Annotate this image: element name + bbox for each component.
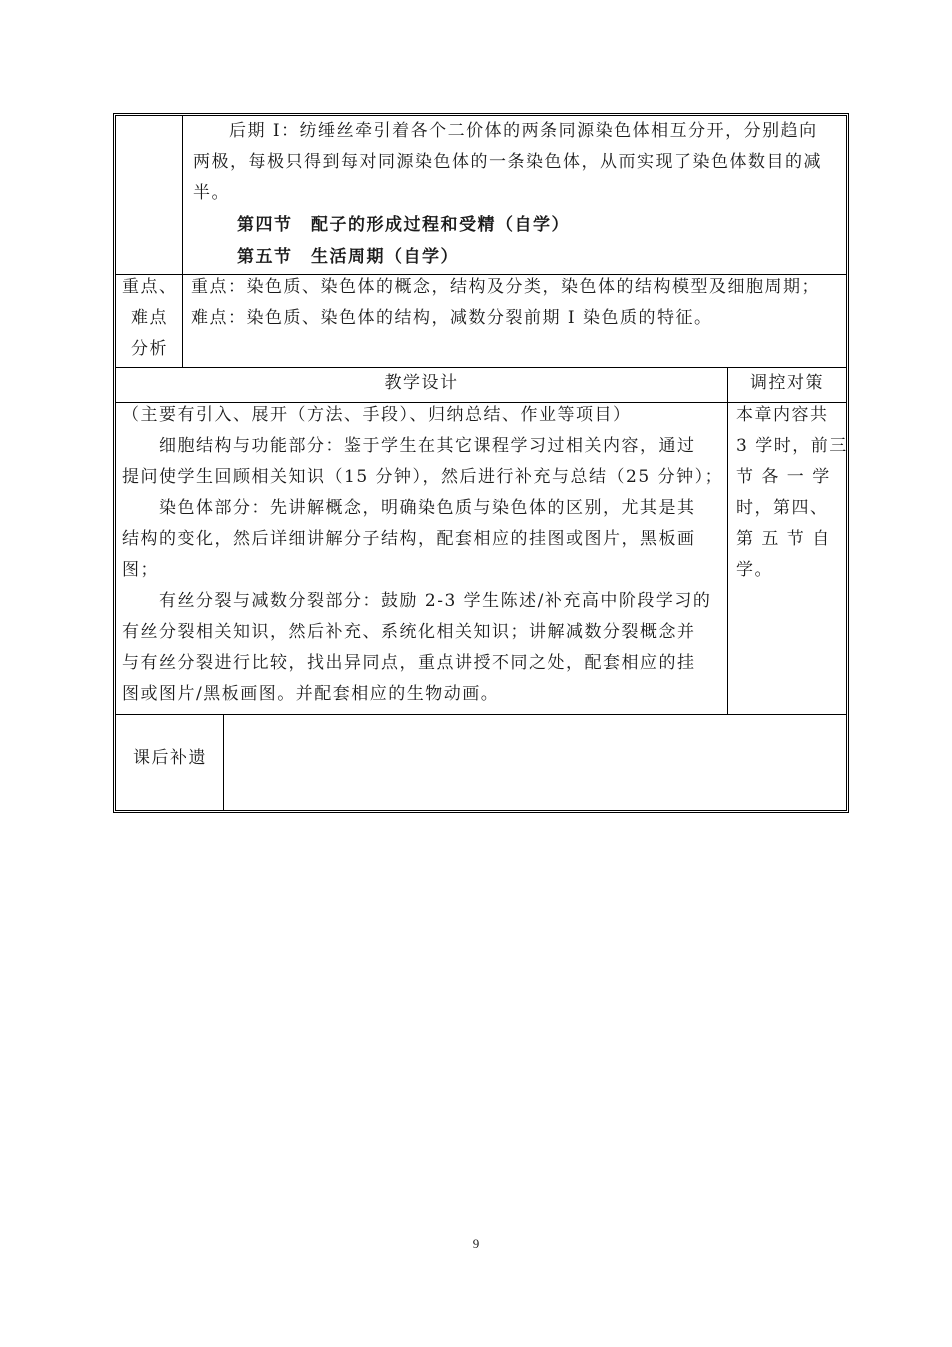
- design-line: 图或图片/黑板画图。并配套相应的生物动画。: [122, 684, 500, 704]
- key-point-line: 重点：染色质、染色体的概念，结构及分类，染色体的结构模型及细胞周期；: [191, 277, 820, 297]
- design-line: 与有丝分裂进行比较，找出异同点，重点讲授不同之处，配套相应的挂: [122, 653, 696, 673]
- design-header-label: 教学设计: [384, 373, 459, 393]
- content-line: 两极，每极只得到每对同源染色体的一条染色体，从而实现了染色体数目的减: [193, 152, 822, 172]
- content-line: 半。: [193, 183, 230, 203]
- strategy-header-label: 调控对策: [750, 373, 824, 393]
- design-line: 提问使学生回顾相关知识（15 分钟），然后进行补充与总结（25 分钟）；: [122, 467, 724, 487]
- key-points-label: 重点、: [122, 277, 178, 297]
- design-line: （主要有引入、展开（方法、手段）、归纳总结、作业等项目）: [122, 405, 632, 425]
- content-line: 后期 I：纺缍丝牵引着各个二价体的两条同源染色体相互分开，分别趋向: [229, 121, 818, 141]
- design-line: 图；: [122, 560, 159, 580]
- key-points-label: 分析: [131, 339, 168, 359]
- strategy-line: 本章内容共: [736, 405, 829, 425]
- strategy-line: 3 学时，前三: [736, 436, 848, 456]
- design-line: 细胞结构与功能部分：鉴于学生在其它课程学习过相关内容，通过: [122, 436, 696, 456]
- key-points-label: 难点: [131, 308, 168, 328]
- after-class-row: [116, 715, 846, 810]
- page-number: 9: [472, 1236, 480, 1251]
- design-line: 有丝分裂相关知识，然后补充、系统化相关知识；讲解减数分裂概念并: [122, 622, 696, 642]
- design-line: 结构的变化，然后详细讲解分子结构，配套相应的挂图或图片，黑板画: [122, 529, 696, 549]
- key-points-row: [116, 275, 846, 367]
- strategy-line: 节 各 一 学: [736, 467, 831, 487]
- difficult-point-line: 难点：染色质、染色体的结构，减数分裂前期 I 染色质的特征。: [191, 308, 713, 328]
- content-continuation-row: [116, 116, 846, 274]
- strategy-line: 第 五 节 自: [736, 529, 831, 549]
- strategy-line: 学。: [736, 560, 773, 580]
- design-header-row: [116, 368, 846, 402]
- section-heading-5: 第五节 生活周期（自学）: [237, 247, 459, 267]
- design-body-row: [116, 403, 846, 714]
- after-class-label: 课后补遗: [133, 748, 207, 768]
- strategy-line: 时，第四、: [736, 498, 829, 518]
- lesson-plan-table: [113, 113, 849, 813]
- design-line: 染色体部分：先讲解概念，明确染色质与染色体的区别，尤其是其: [122, 498, 696, 518]
- design-line: 有丝分裂与减数分裂部分：鼓励 2-3 学生陈述/补充高中阶段学习的: [122, 591, 712, 611]
- section-heading-4: 第四节 配子的形成过程和受精（自学）: [237, 215, 570, 235]
